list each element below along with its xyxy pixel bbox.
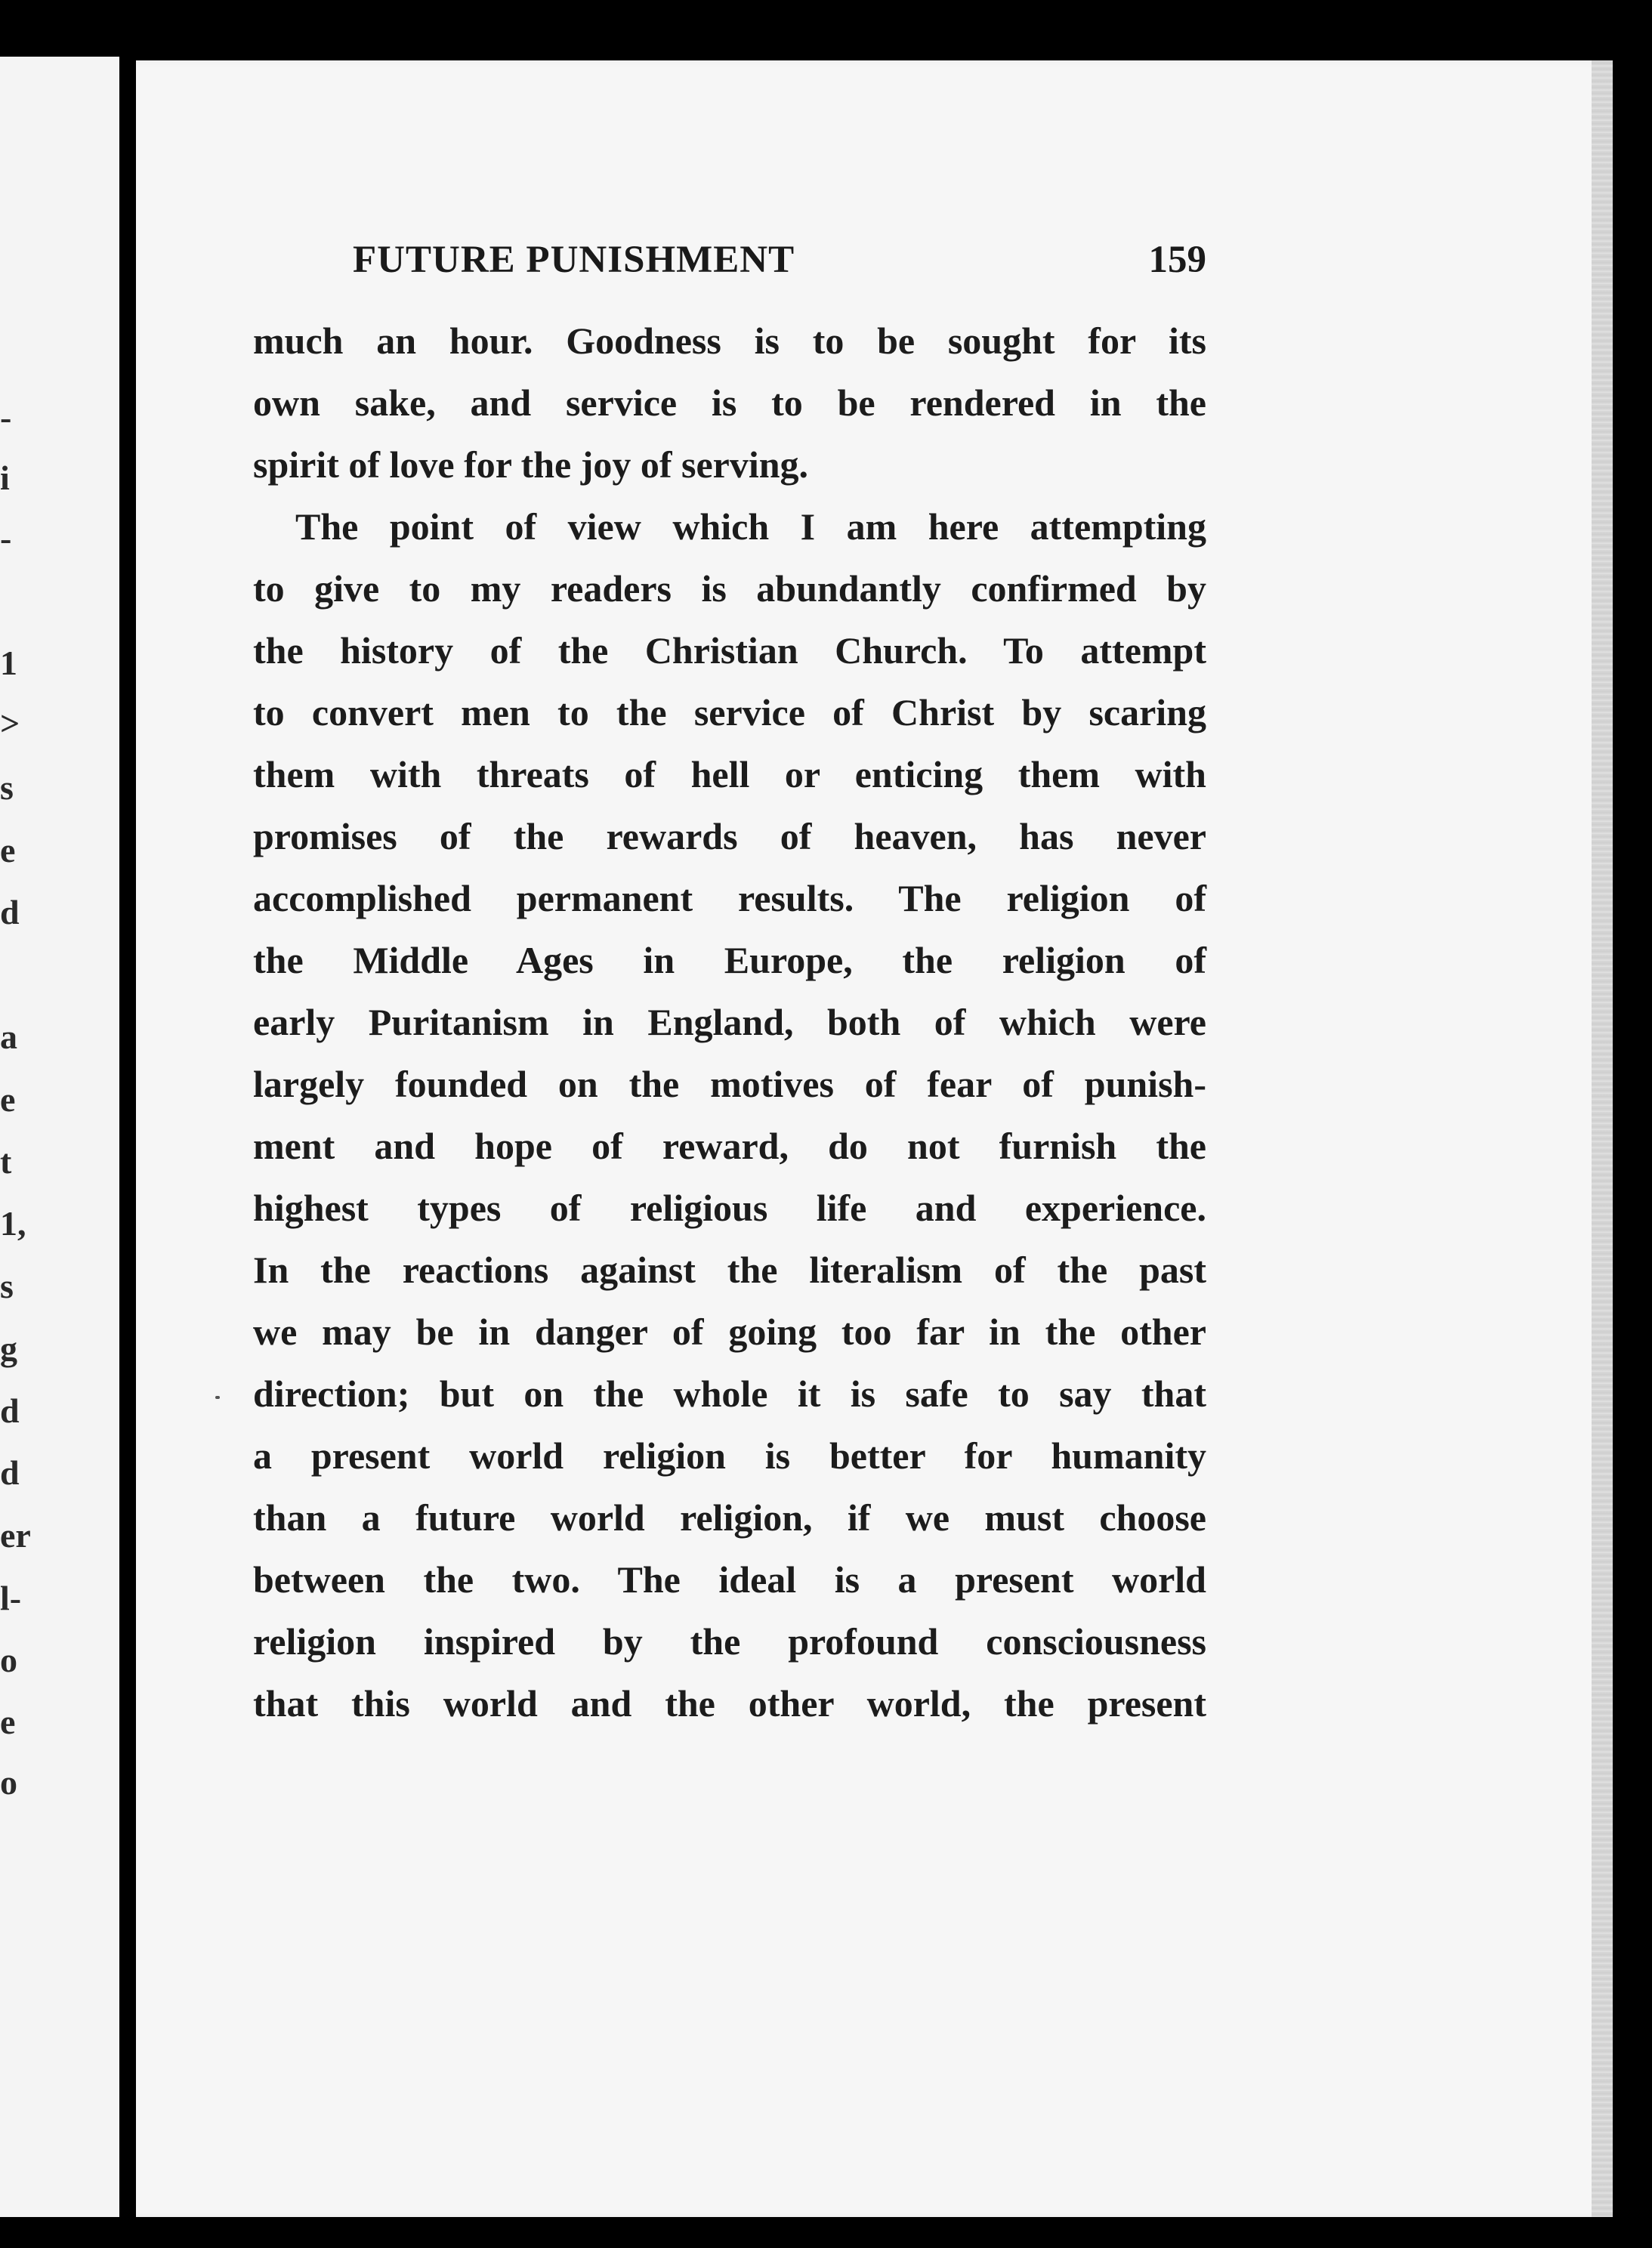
text-line: them with threats of hell or enticing them with <box>253 753 1206 795</box>
prev-page-char: d <box>0 1453 20 1492</box>
running-head <box>353 238 1206 291</box>
prev-page-char: e <box>0 1703 16 1741</box>
prev-page-char: l- <box>0 1579 22 1617</box>
prev-page-char: 1 <box>0 644 17 682</box>
text-line: we may be in danger of going too far in the other <box>253 1311 1206 1353</box>
text-line: the Middle Ages in Europe, the religion of <box>253 939 1206 981</box>
text-line: spirit of love for the joy of serving. <box>253 443 809 486</box>
page-number: 159 <box>1148 239 1206 281</box>
prev-page-char: d <box>0 893 20 931</box>
text-line: The point of view which I am here attempting <box>295 505 1206 548</box>
text-line: than a future world religion, if we must choose <box>253 1496 1206 1539</box>
text-line: promises of the rewards of heaven, has never <box>253 815 1206 857</box>
prev-page-char: e <box>0 831 16 869</box>
text-line: between the two. The ideal is a present world <box>253 1558 1206 1601</box>
prev-page-char: t <box>0 1142 12 1181</box>
prev-page-char: o <box>0 1763 17 1802</box>
text-line: ment and hope of reward, do not furnish the <box>253 1125 1206 1167</box>
prev-page-char: - <box>0 398 12 437</box>
stray-mark <box>215 1396 220 1399</box>
text-line: religion inspired by the profound consciousness <box>253 1620 1206 1663</box>
prev-page-char: 1, <box>0 1204 26 1243</box>
text-line: accomplished permanent results. The religion of <box>253 877 1206 919</box>
prev-page-char: s <box>0 1267 14 1305</box>
prev-page-char: e <box>0 1080 16 1119</box>
text-line: largely founded on the motives of fear of punish- <box>253 1063 1206 1105</box>
previous-page-fragment <box>0 57 119 2217</box>
prev-page-char: i <box>0 459 10 497</box>
text-line: early Puritanism in England, both of which were <box>253 1001 1206 1043</box>
text-line: to give to my readers is abundantly confirmed by <box>253 567 1206 610</box>
text-line: a present world religion is better for humanity <box>253 1434 1206 1477</box>
text-line: that this world and the other world, the present <box>253 1682 1206 1725</box>
text-line: much an hour. Goodness is to be sought for its <box>253 320 1206 362</box>
text-line: to convert men to the service of Christ by scaring <box>253 691 1206 733</box>
text-line: In the reactions against the literalism of the past <box>253 1249 1206 1291</box>
body-text <box>253 310 1206 1734</box>
text-line: the history of the Christian Church. To attempt <box>253 629 1206 672</box>
prev-page-char: o <box>0 1641 17 1679</box>
prev-page-char: > <box>0 704 20 743</box>
prev-page-char: - <box>0 519 12 557</box>
running-title: FUTURE PUNISHMENT <box>353 239 795 281</box>
prev-page-char: a <box>0 1017 17 1056</box>
text-line: highest types of religious life and experience. <box>253 1187 1206 1229</box>
prev-page-char: s <box>0 768 14 807</box>
prev-page-char: er <box>0 1516 31 1555</box>
prev-page-char: g <box>0 1329 17 1368</box>
text-line: own sake, and service is to be rendered in the <box>253 381 1206 424</box>
text-line: direction; but on the whole it is safe to say that <box>253 1373 1206 1415</box>
page-edge-shadow <box>1592 60 1613 2217</box>
prev-page-char: d <box>0 1391 20 1430</box>
